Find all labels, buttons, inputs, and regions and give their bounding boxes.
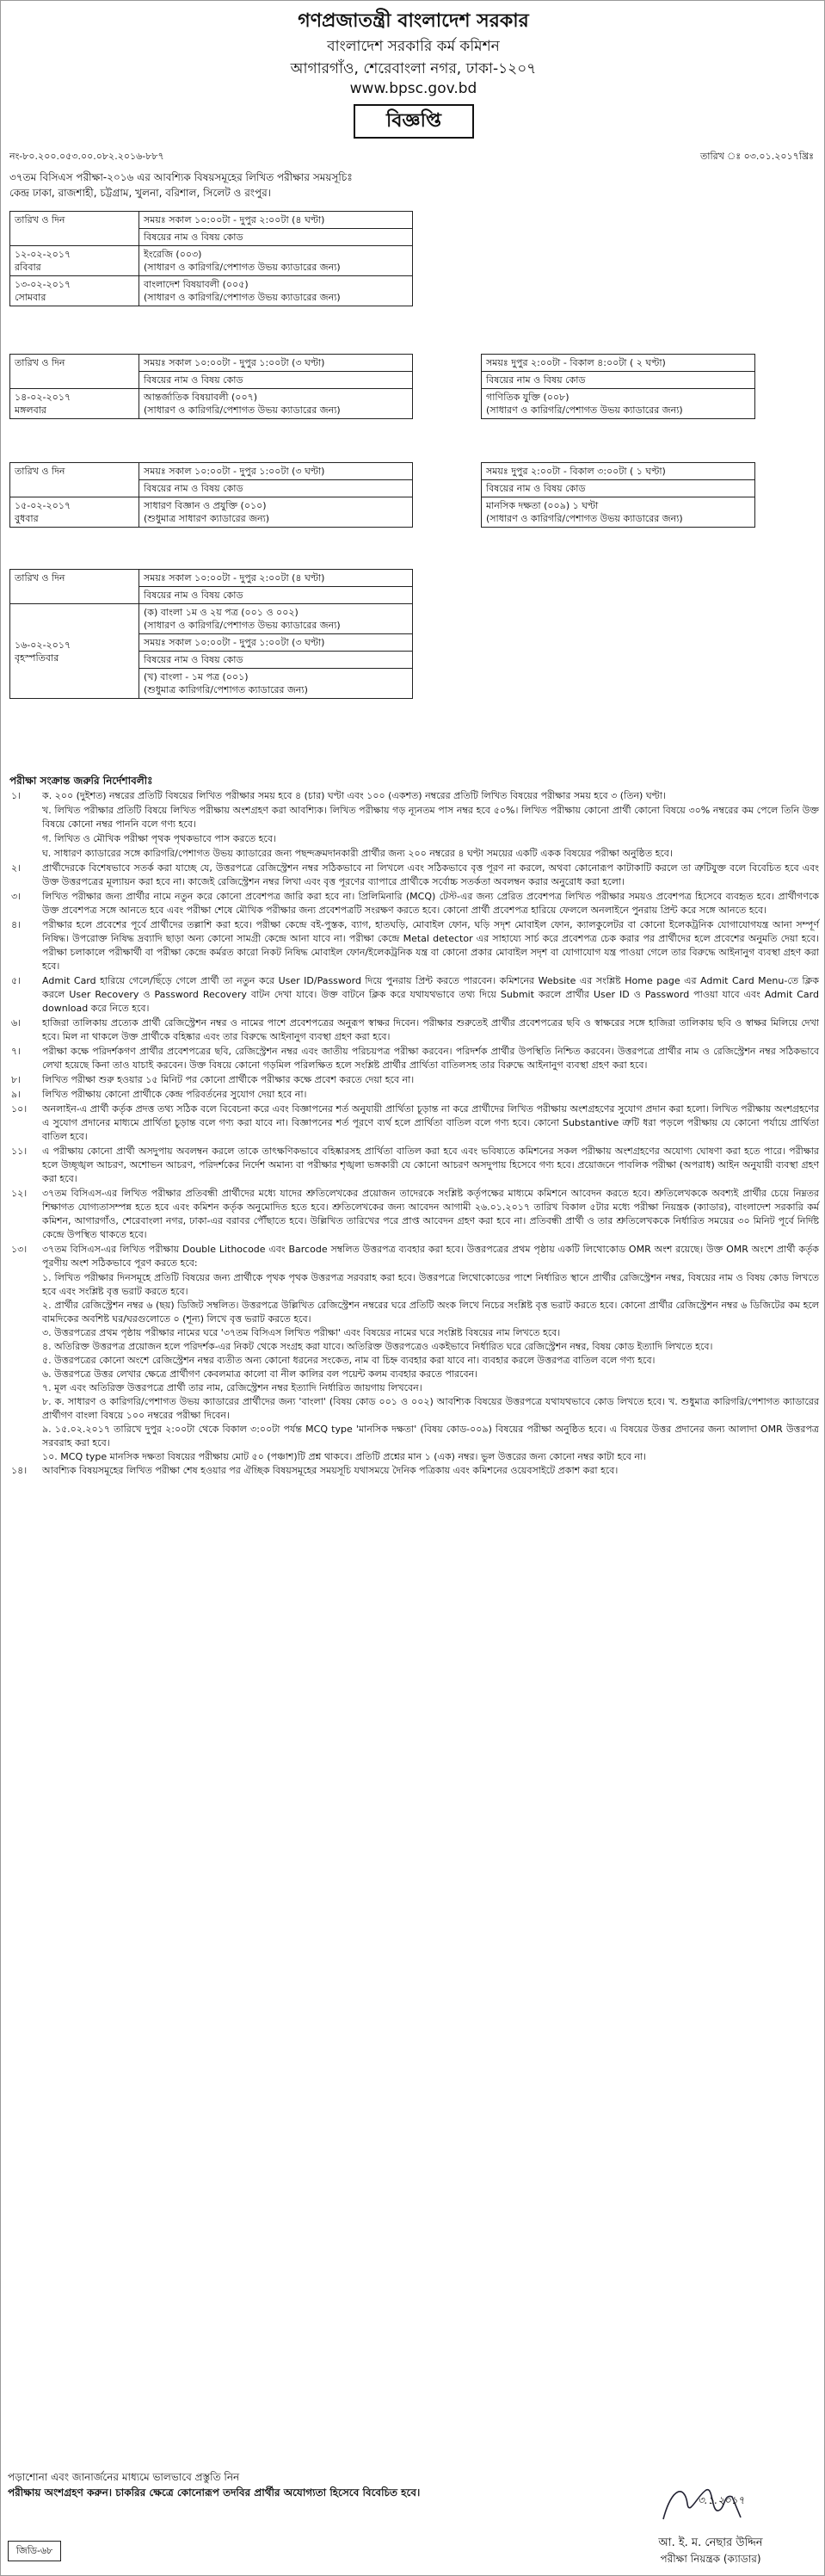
schedule-table-3 (9, 462, 755, 528)
instructions-title: পরীক্ষা সংক্রান্ত জরুরি নির্দেশাবলীঃ (9, 775, 153, 787)
gap-cell (413, 480, 482, 497)
instruction-item (8, 1464, 819, 1478)
subject-cell (482, 389, 755, 419)
subject-cell (482, 497, 755, 528)
signature-date: ৩.১.২০১৭ (698, 2494, 745, 2506)
instruction-number: ১০। (11, 1103, 28, 1115)
subject-note: (সাধারণ ও কারিগরি/পেশাগত উভয় ক্যাডারের জন্য) (144, 405, 341, 416)
subject-note: (সাধারণ ও কারিগরি/পেশাগত উভয় ক্যাডারের জন্য) (144, 262, 341, 273)
header-cell: বিষয়ের নাম ও বিষয় কোড (139, 480, 413, 497)
instruction-number: ৫। (11, 975, 22, 986)
signatory-role: পরীক্ষা নিয়ন্ত্রক (ক্যাডার) (660, 2553, 761, 2565)
schedule-table-4 (9, 569, 413, 699)
instruction-number (8, 847, 42, 861)
subject-cell (139, 669, 413, 699)
instruction-number: ২। (11, 862, 22, 874)
table-row (10, 355, 755, 372)
day-text: বুধবার (15, 513, 39, 524)
gap-cell (413, 372, 482, 389)
subject-note: (শুধুমাত্র কারিগরি/পেশাগত ক্যাডারের জন্য) (144, 684, 308, 695)
table-row (10, 389, 755, 419)
instruction-text: ঘ. সাধারণ ক্যাডারের সঙ্গে কারিগরি/পেশাগত উভয় ক্যাডারের জন্য পছন্দক্রমদানকারী প্রার্থীর জন্য ২০০ নম্বরের ৪ ঘণ্টা সময়ের একটি একক বিষয়ের পরীক্ষা অনুষ্ঠিত হবে। (42, 848, 673, 859)
instruction-number: ৭। (11, 1046, 22, 1057)
schedule-table-2 (9, 354, 755, 419)
instruction-item (8, 1103, 819, 1144)
date-cell (10, 389, 139, 419)
subject-cell (139, 276, 413, 306)
website-link[interactable]: www.bpsc.gov.bd (349, 80, 477, 97)
instruction-sub-item: ৭. মূল এবং অতিরিক্ত উত্তরপত্রে প্রার্থী তার নাম, রেজিস্ট্রেশন নম্বর ইত্যাদি নির্ধারিত জায়গায় লিখবেন। (42, 1382, 422, 1393)
instruction-number: ১২। (11, 1188, 28, 1199)
header-cell: বিষয়ের নাম ও বিষয় কোড (139, 587, 413, 604)
header-cell: সময়ঃ সকাল ১০:০০টা - দুপুর ২:০০টা (৪ ঘণ্টা) (139, 212, 413, 229)
header-cell: বিষয়ের নাম ও বিষয় কোড (482, 372, 755, 389)
instruction-sub-item: ৮. ক. সাধারণ ও কারিগরি/পেশাগত উভয় ক্যাডারের প্রার্থীদের জন্য 'বাংলা' (বিষয় কোড ০০১ ও ০০২) আবশ্যিক বিষয়ের উত্তরপত্রে যথাযথভাবে কোড লিখতে হবে। খ. শুধুমাত্র কারিগরি/পেশাগত ক্যাডারের প্রার্থীগণ বাংলা বিষয়ে ১০০ নম্বরের পরীক্ষা দিবেন। (42, 1396, 819, 1421)
subject-cell (139, 497, 413, 528)
notice-date: তারিখ ঃ ০৩.০১.২০১৭খ্রিঃ (700, 151, 814, 162)
instruction-number: ১৩। (11, 1244, 28, 1255)
subject-note: (সাধারণ ও কারিগরি/পেশাগত উভয় ক্যাডারের জন্য) (486, 513, 683, 524)
signatory-name: আ. ই. ম. নেছার উদ্দিন (658, 2536, 763, 2549)
instruction-text: এ পরীক্ষায় কোনো প্রার্থী অসদুপায় অবলম্বন করলে তাকে তাৎক্ষণিকভাবে বহিষ্কারসহ প্রার্থিতা বাতিল করা হবে এবং ভবিষ্যতে কমিশনের সকল পরীক্ষায় অংশগ্রহণের অযোগ্য ঘোষণা করা হতে পারে। পরীক্ষার হলে উচ্ছৃঙ্খল আচরণ, অশোভন আচরণ, পরিদর্শকের নির্দেশ অমান্য বা পরীক্ষার শৃঙ্খলা ভঙ্গকারী যে কোনো আচরণ অসদুপায় হিসেবে গণ্য হবে। প্রয়োজনে পাবলিক পরীক্ষা (অপরাধ) আইন অনুযায়ী ব্যবস্থা গ্রহণ করা হবে। (42, 1146, 819, 1184)
instruction-text: ক. ২০০ (দুইশত) নম্বরের প্রতিটি বিষয়ের লিখিত পরীক্ষার সময় হবে ৪ (চার) ঘণ্টা এবং ১০০ (একশত) নম্বরের প্রতিটি লিখিত বিষয়ের পরীক্ষার সময় হবে ৩ (তিন) ঘণ্টা। (42, 790, 666, 801)
date-text: ১২-০২-২০১৭ (15, 249, 71, 260)
date-cell (10, 604, 139, 699)
advice-line-2: পরীক্ষায় অংশগ্রহণ করুন। চাকরির ক্ষেত্রে কোনোরূপ তদবির প্রার্থীর অযোগ্যতা হিসেবে বিবেচিত হবে। (8, 2486, 421, 2499)
date-text: ১৩-০২-২০১৭ (15, 279, 71, 290)
header-cell: সময়ঃ সকাল ১০:০০টা - দুপুর ১:০০টা (৩ ঘণ্টা) (139, 463, 413, 480)
header-cell: বিষয়ের নাম ও বিষয় কোড (482, 480, 755, 497)
instruction-item (8, 832, 819, 846)
instruction-number: ৪। (11, 919, 22, 930)
instruction-text: ৩৭তম বিসিএস-এর লিখিত পরীক্ষায় Double Lithocode এবং Barcode সম্বলিত উত্তরপত্র ব্যবহার করা হবে। উত্তরপত্রের প্রথম পৃষ্ঠায় একটি লিথোকোড OMR অংশ রয়েছে। উক্ত OMR অংশে প্রার্থী কর্তৃক পূরণীয় অংশ সঠিকভাবে পূরণ করতে হবে: (42, 1244, 819, 1269)
instruction-text: পরীক্ষা কক্ষে পরিদর্শকগণ প্রার্থীর প্রবেশপত্রের ছবি, রেজিস্ট্রেশন নম্বর এবং জাতীয় পরিচয়পত্র পরীক্ষা করবেন। পরিদর্শক প্রার্থীর উপস্থিতি নিশ্চিত করবেন। উত্তরপত্রে প্রার্থীর নাম ও রেজিস্ট্রেশন নম্বর সঠিকভাবে লেখা হয়েছে কিনা তাও যাচাই করবেন। উক্ত বিষয়ে কোনো গড়মিল পরিলক্ষিত হলে সংশ্লিষ্ট প্রার্থীর প্রার্থিতা বাতিলসহ তার বিরুদ্ধে আইনানুগ ব্যবস্থা গ্রহণ করা হবে। (42, 1046, 819, 1071)
instruction-number (8, 804, 42, 831)
subject-note: (সাধারণ ও কারিগরি/পেশাগত উভয় ক্যাডারের জন্য) (486, 405, 683, 416)
instruction-number (8, 832, 42, 846)
instruction-number: ১৪। (11, 1465, 28, 1476)
header-cell: তারিখ ও দিন (10, 212, 139, 246)
instruction-text: আবশ্যিক বিষয়সমূহের লিখিত পরীক্ষা শেষ হওয়ার পর ঐচ্ছিক বিষয়সমূহের সময়সূচি যথাসময়ে দৈনিক পত্রিকায় এবং কমিশনের ওয়েবসাইটে প্রকাশ করা হবে। (42, 1465, 619, 1476)
date-text: ১৫-০২-২০১৭ (15, 500, 71, 511)
header-cell: সময়ঃ সকাল ১০:০০টা - দুপুর ২:০০টা (৪ ঘণ্টা) (139, 570, 413, 587)
instruction-item (8, 804, 819, 831)
instruction-number: ৬। (11, 1017, 22, 1029)
date-cell (10, 246, 139, 276)
subject-text: বাংলাদেশ বিষয়াবলী (০০৫) (144, 279, 249, 290)
gap-cell (413, 355, 482, 372)
intro (9, 170, 612, 201)
day-text: রবিবার (15, 262, 41, 273)
instruction-item (8, 1045, 819, 1072)
header-cell: বিষয়ের নাম ও বিষয় কোড (139, 372, 413, 389)
instruction-item (8, 1073, 819, 1087)
instruction-sub-item: ১০. MCQ type মানসিক দক্ষতা বিষয়ের পরীক্ষায় মোট ৫০ (পঞ্চাশ)টি প্রশ্ন থাকবে। প্রতিটি প্রশ্নের মান ১ (এক) নম্বর। ভুল উত্তরের জন্য কোনো নম্বর কাটা হবে না। (42, 1451, 647, 1462)
gap-cell (413, 497, 482, 528)
instruction-item (8, 974, 819, 1016)
instruction-item (8, 1187, 819, 1242)
subject-text: (খ) বাংলা - ১ম পত্র (০০১) (144, 671, 249, 683)
header-cell: সময়ঃ দুপুর ২:০০টা - বিকাল ৩:০০টা ( ১ ঘণ্টা) (482, 463, 755, 480)
table-row (10, 604, 413, 634)
instruction-sub-item: ২. প্রার্থীর রেজিস্ট্রেশন নম্বর ৬ (ছয়) ডিজিট সম্বলিত। উত্তরপত্রে উল্লিখিত রেজিস্ট্রেশন নম্বরের ঘরে প্রতিটি অংক লিখে নিচের সংশ্লিষ্ট বৃত্ত ভরাট করতে হবে। কোনো প্রার্থীর রেজিস্ট্রেশন নম্বর ৬ ডিজিটের কম হলে বামদিকের অবশিষ্ট ঘর/ঘরগুলোতে ০ (শূন্য) লিখে বৃত্ত ভরাট করতে হবে। (42, 1300, 819, 1325)
org-name: বাংলাদেশ সরকারি কর্ম কমিশন (327, 38, 500, 55)
instruction-number: ৯। (11, 1089, 22, 1100)
instruction-sub-item: ১. লিখিত পরীক্ষার দিনসমূহে প্রতিটি বিষয়ের জন্য প্রার্থীকে পৃথক পৃথক উত্তরপত্র সরবরাহ করা হবে। উত্তরপত্রে লিথোকোডের পাশে নির্ধারিত স্থানে প্রার্থীর রেজিস্ট্রেশন নম্বর, বিষয়ের নাম ও বিষয় কোড লিখতে হবে এবং সংশ্লিষ্ট বৃত্ত ভরাট করতে হবে। (42, 1272, 819, 1297)
ad-code: জিডি-৬৮ (8, 2541, 61, 2561)
instruction-text: Admit Card হারিয়ে গেলে/ছিঁড়ে গেলে প্রার্থী তা নতুন করে User ID/Password দিয়ে পুনরায় প্রিন্ট করতে পারবেন। কমিশনের Website এর সংশ্লিষ্ট Home page এর Admit Card Menu-তে ক্লিক করলে User Recovery ও Password Recovery বাটন দেখা যাবে। উক্ত বাটনে ক্লিক করে যথাযথভাবে তথ্য দিয়ে Submit করলে প্রার্থীর User ID ও Password পাওয়া যাবে এবং Admit Card download করে নিতে হবে। (42, 975, 819, 1014)
subject-cell (139, 246, 413, 276)
subject-note: (সাধারণ ও কারিগরি/পেশাগত উভয় ক্যাডারের জন্য) (144, 620, 341, 631)
gap-cell (413, 463, 482, 480)
intro-line-2: কেন্দ্র ঢাকা, রাজশাহী, চট্টগ্রাম, খুলনা, বরিশাল, সিলেট ও রংপুর। (9, 187, 272, 199)
table-row (10, 570, 413, 587)
instruction-text: খ. লিখিত পরীক্ষার প্রতিটি বিষয়ে লিখিত পরীক্ষায় অংশগ্রহণ করা আবশ্যিক। লিখিত পরীক্ষায় গড় ন্যূনতম পাস নম্বর হবে ৫০%। লিখিত পরীক্ষায় কোনো প্রার্থী কোনো বিষয়ে ৩০% নম্বরের কম পেলে তিনি উক্ত বিষয়ে কোনো নম্বর পাননি বলে গণ্য হবে। (42, 805, 819, 830)
date-text: ১৪-০২-২০১৭ (15, 392, 71, 403)
instruction-number: ১। (11, 790, 22, 801)
instruction-text: লিখিত পরীক্ষা শুরু হওয়ার ১৫ মিনিট পর কোনো প্রার্থীকে পরীক্ষার কক্ষে প্রবেশ করতে দেয়া হবে না। (42, 1074, 415, 1085)
table-row (10, 212, 413, 229)
gap-cell (413, 389, 482, 419)
table-row (10, 497, 755, 528)
day-text: সোমবার (15, 292, 46, 303)
subject-text: আন্তর্জাতিক বিষয়াবলী (০০৭) (144, 392, 258, 403)
header-cell: সময়ঃ সকাল ১০:০০টা - দুপুর ১:০০টা (৩ ঘণ্টা) (139, 355, 413, 372)
table-row (10, 276, 413, 306)
instruction-item (8, 1016, 819, 1044)
subject-text: ইংরেজি (০০৩) (144, 249, 202, 260)
table-row (10, 246, 413, 276)
instruction-text: লিখিত পরীক্ষার জন্য প্রার্থীর নামে নতুন করে কোনো প্রবেশপত্র জারি করা হবে না। প্রিলিমিনারি (MCQ) টেস্ট-এর জন্য প্রেরিত প্রবেশপত্র লিখিত পরীক্ষার সময়ও প্রবেশপত্র হিসেবে ব্যবহৃত হবে। প্রার্থীগণকে উক্ত প্রবেশপত্র সঙ্গে আনতে হবে এবং পরীক্ষা শেষে মৌখিক পরীক্ষার জন্য প্রবেশপত্রটি সংরক্ষণ করতে হবে। কোনো প্রার্থী প্রবেশপত্র হারিয়ে ফেললে অনলাইনে পুনরায় প্রিন্ট করে সঙ্গে আনতে হবে। (42, 891, 819, 916)
advice-note (8, 2469, 558, 2500)
header-cell: তারিখ ও দিন (10, 355, 139, 389)
instruction-sub-item: ৫. উত্তরপত্রের কোনো অংশে রেজিস্ট্রেশন নম্বর ব্যতীত অন্য কোনো ধরনের সংকেত, নাম বা চিহ্ন ব্যবহার করা যাবে না। ব্যবহার করলে উত্তরপত্র বাতিল বলে গণ্য হবে। (42, 1355, 656, 1366)
subject-text: গাণিতিক যুক্তি (০০৮) (486, 392, 569, 403)
notice-title: বিজ্ঞপ্তি (354, 104, 474, 139)
day-text: মঙ্গলবার (15, 405, 46, 416)
instruction-number: ১১। (11, 1146, 28, 1157)
instruction-sub-item: ৩. উত্তরপত্রের প্রথম পৃষ্ঠায় পরীক্ষার নামের ঘরে '৩৭তম বিসিএস লিখিত পরীক্ষা' এবং বিষয়ের নামের ঘরে সংশ্লিষ্ট বিষয়ের নাম লিখতে হবে। (42, 1327, 561, 1338)
reference-number: নং-৮০.২০০.০৫৩.০০.০৮২.২০১৬-৮৮৭ (9, 151, 164, 162)
instruction-item (8, 1243, 819, 1270)
instruction-text: ৩৭তম বিসিএস-এর লিখিত পরীক্ষার প্রতিবন্ধী প্রার্থীদের মধ্যে যাদের শ্রুতিলেখকের প্রয়োজন তাদেরকে সংশ্লিষ্ট কর্তৃপক্ষের মাধ্যমে কমিশনে আবেদন করতে হবে। শ্রুতিলেখককে অবশ্যই প্রার্থীর চেয়ে নিম্নতর শিক্ষাগত যোগ্যতাসম্পন্ন হতে হবে এবং কমিশন কর্তৃক অনুমোদিত হতে হবে। শ্রুতিলেখকের জন্য আবেদন আগামী ২৬.০১.২০১৭ তারিখ বিকাল ৫টার মধ্যে পরীক্ষা নিয়ন্ত্রক (ক্যাডার), বাংলাদেশ সরকারি কর্ম কমিশন, আগারগাঁও, শেরেবাংলা নগর, ঢাকা-এর বরাবর পৌঁছাতে হবে। উল্লিখিত তারিখের পরে প্রাপ্ত আবেদন গ্রহণ করা হবে না। প্রতিবন্ধী প্রার্থী ও তার শ্রুতিলেখককে নির্ধারিত সময়ের ৩০ মিনিট পূর্বে নির্দিষ্ট কেন্দ্রে উপস্থিত থাকতে হবে। (42, 1188, 819, 1240)
header-cell: সময়ঃ দুপুর ২:০০টা - বিকাল ৪:০০টা ( ২ ঘণ্টা) (482, 355, 755, 372)
instruction-item (8, 1088, 819, 1102)
instruction-item (8, 918, 819, 973)
header-cell: তারিখ ও দিন (10, 463, 139, 497)
instruction-sub-item: ৪. অতিরিক্ত উত্তরপত্র প্রয়োজন হলে পরিদর্শক-এর নিকট থেকে সংগ্রহ করা যাবে। অতিরিক্ত উত্তরপত্রেও একইভাবে নির্ধারিত ঘরে রেজিস্ট্রেশন নম্বর, বিষয় কোড ইত্যাদি লিখতে হবে। (42, 1341, 713, 1352)
instruction-text: প্রার্থীদেরকে বিশেষভাবে সতর্ক করা যাচ্ছে যে, উত্তরপত্রে রেজিস্ট্রেশন নম্বর সঠিকভাবে না লিখলে এবং সঠিকভাবে বৃত্ত পূরণ না করলে, অথবা কোনোরূপ কাটাকাটি করলে তা ত্রুটিযুক্ত বলে বিবেচিত হবে এবং উক্ত উত্তরপত্রের মূল্যায়ন করা হবে না। কাজেই রেজিস্ট্রেশন নম্বর লিখা এবং বৃত্ত পূরণের ব্যাপারে প্রার্থীকে সর্বোচ্চ সতর্কতা অবলম্বন করার অনুরোধ করা হলো। (42, 862, 819, 887)
org-address: আগারগাঁও, শেরেবাংলা নগর, ঢাকা-১২০৭ (290, 60, 537, 77)
instruction-item (8, 1145, 819, 1186)
date-text: ১৬-০২-২০১৭ (15, 639, 71, 651)
subject-text: মানসিক দক্ষতা (০০৯) ১ ঘণ্টা (486, 500, 599, 511)
date-cell (10, 497, 139, 528)
header-cell: বিষয়ের নাম ও বিষয় কোড (139, 652, 413, 669)
subject-text: (ক) বাংলা ১ম ও ২য় পত্র (০০১ ও ০০২) (144, 607, 299, 618)
day-text: বৃহস্পতিবার (15, 652, 59, 664)
subject-note: (শুধুমাত্র সাধারণ ক্যাডারের জন্য) (144, 513, 270, 524)
header-cell: বিষয়ের নাম ও বিষয় কোড (139, 229, 413, 246)
subject-text: সাধারণ বিজ্ঞান ও প্রযুক্তি (০১০) (144, 500, 267, 511)
header-cell: তারিখ ও দিন (10, 570, 139, 604)
instruction-item (8, 847, 819, 861)
instruction-item (8, 862, 819, 889)
instruction-item (8, 789, 819, 803)
instruction-text: হাজিরা তালিকায় প্রত্যেক প্রার্থী রেজিস্ট্রেশন নম্বর ও নামের পাশে প্রবেশপত্রের অনুরূপ স্বাক্ষর দিবেন। পরীক্ষার শুরুতেই প্রার্থীর প্রবেশপত্রের ছবি ও স্বাক্ষরের সঙ্গে হাজিরা তালিকায় ছবি ও স্বাক্ষর মিলিয়ে দেখা হবে। মিল না থাকলে উক্ত প্রার্থীকে বহিষ্কার এবং তার বিরুদ্ধে আইনানুগ ব্যবস্থা গ্রহণ করা হবে। (42, 1017, 819, 1042)
schedule-table-1 (9, 211, 413, 306)
instruction-text: গ. লিখিত ও মৌখিক পরীক্ষা পৃথক পৃথকভাবে পাস করতে হবে। (42, 833, 276, 844)
instruction-item (8, 890, 819, 917)
instruction-text: লিখিত পরীক্ষায় কোনো প্রার্থীকে কেন্দ্র পরিবর্তনের সুযোগ দেয়া হবে না। (42, 1089, 307, 1100)
header-cell: সময়ঃ সকাল ১০:০০টা - দুপুর ১:০০টা (৩ ঘণ্টা) (139, 634, 413, 652)
advice-line-1: পড়াশোনা এবং জানার্জনের মাধ্যমে ভালভাবে প্রস্তুতি নিন (8, 2471, 240, 2483)
instruction-sub-item: ৬. উত্তরপত্রে উত্তর লেখার ক্ষেত্রে প্রার্থীগণ কেবলমাত্র কালো বা নীল কালির বল পয়েন্ট কলম ব্যবহার করতে পারবেন। (42, 1368, 478, 1380)
instruction-sub-item: ৯. ১৫.০২.২০১৭ তারিখে দুপুর ২:০০টা থেকে বিকাল ৩:০০টা পর্যন্ত MCQ type 'মানসিক দক্ষতা' (বিষয় কোড-০০৯) বিষয়ের পরীক্ষা অনুষ্ঠিত হবে। এ বিষয়ের উত্তর প্রদানের জন্য আলাদা OMR উত্তরপত্র সরবরাহ করা হবে। (42, 1424, 819, 1449)
instruction-number: ৩। (11, 891, 22, 902)
instructions-list (8, 789, 819, 1479)
subject-cell (139, 389, 413, 419)
instruction-number: ৮। (11, 1074, 22, 1085)
subject-note: (সাধারণ ও কারিগরি/পেশাগত উভয় ক্যাডারের জন্য) (144, 292, 341, 303)
date-cell (10, 276, 139, 306)
intro-line-1: ৩৭তম বিসিএস পরীক্ষা-২০১৬ এর আবশ্যিক বিষয়সমূহের লিখিত পরীক্ষার সময়সূচিঃ (9, 171, 353, 183)
instruction-text: পরীক্ষার হলে প্রবেশের পূর্বে প্রার্থীদের তল্লাশি করা হবে। পরীক্ষা কেন্দ্রে বই-পুস্তক, ব্যাগ, হাতঘড়ি, মোবাইল ফোন, ঘড়ি সদৃশ মোবাইল ফোন, ক্যালকুলেটর বা কোনো ইলেকট্রনিক যোগাযোগযন্ত্র আনা সম্পূর্ণ নিষিদ্ধ। উপরোক্ত নিষিদ্ধ দ্রব্যাদি ছাড়া অন্য কোনো সামগ্রী কেন্দ্রে আনা যাবে না। পরীক্ষা কেন্দ্রে Metal detector এর সাহায্যে সার্চ করে প্রবেশপত্র চেক করার পর প্রার্থীদের হলে প্রবেশের অনুমতি দেয়া হবে। পরীক্ষা চলাকালে পরীক্ষার্থী বা পরীক্ষা কেন্দ্রে কর্মরত কারো নিকট নিষিদ্ধ মোবাইল ফোন/ইলেকট্রনিক যন্ত্র বা কোনো প্রকার মোবাইল সদৃশ বা যোগাযোগ যন্ত্র পাওয়া গেলে তার বিরুদ্ধে আইনানুগ ব্যবস্থা গ্রহণ করা হবে। (42, 919, 819, 972)
instruction-text: অনলাইন-এ প্রার্থী কর্তৃক প্রদত্ত তথ্য সঠিক বলে বিবেচনা করে এবং বিজ্ঞাপনের শর্ত অনুযায়ী প্রার্থিতা চূড়ান্ত না করে প্রার্থীদের লিখিত পরীক্ষায় অংশগ্রহণের সুযোগ প্রদান করা হলো। লিখিত পরীক্ষায় অংশগ্রহণের এ সুযোগ প্রদানের মাধ্যমে প্রার্থিতা চূড়ান্ত বলে গণ্য করা যাবে না। বিজ্ঞাপনের শর্ত পূরণে ব্যর্থ হলে প্রার্থিতা বাতিল বলে গণ্য হবে। কোনো Substantive ত্রুটি ধরা পড়লে পরীক্ষায় যে কোনো পর্যায়ে প্রার্থিতা বাতিল হবে। (42, 1103, 819, 1142)
subject-cell (139, 604, 413, 634)
table-row (10, 463, 755, 480)
gov-title: গণপ্রজাতন্ত্রী বাংলাদেশ সরকার (298, 10, 529, 32)
